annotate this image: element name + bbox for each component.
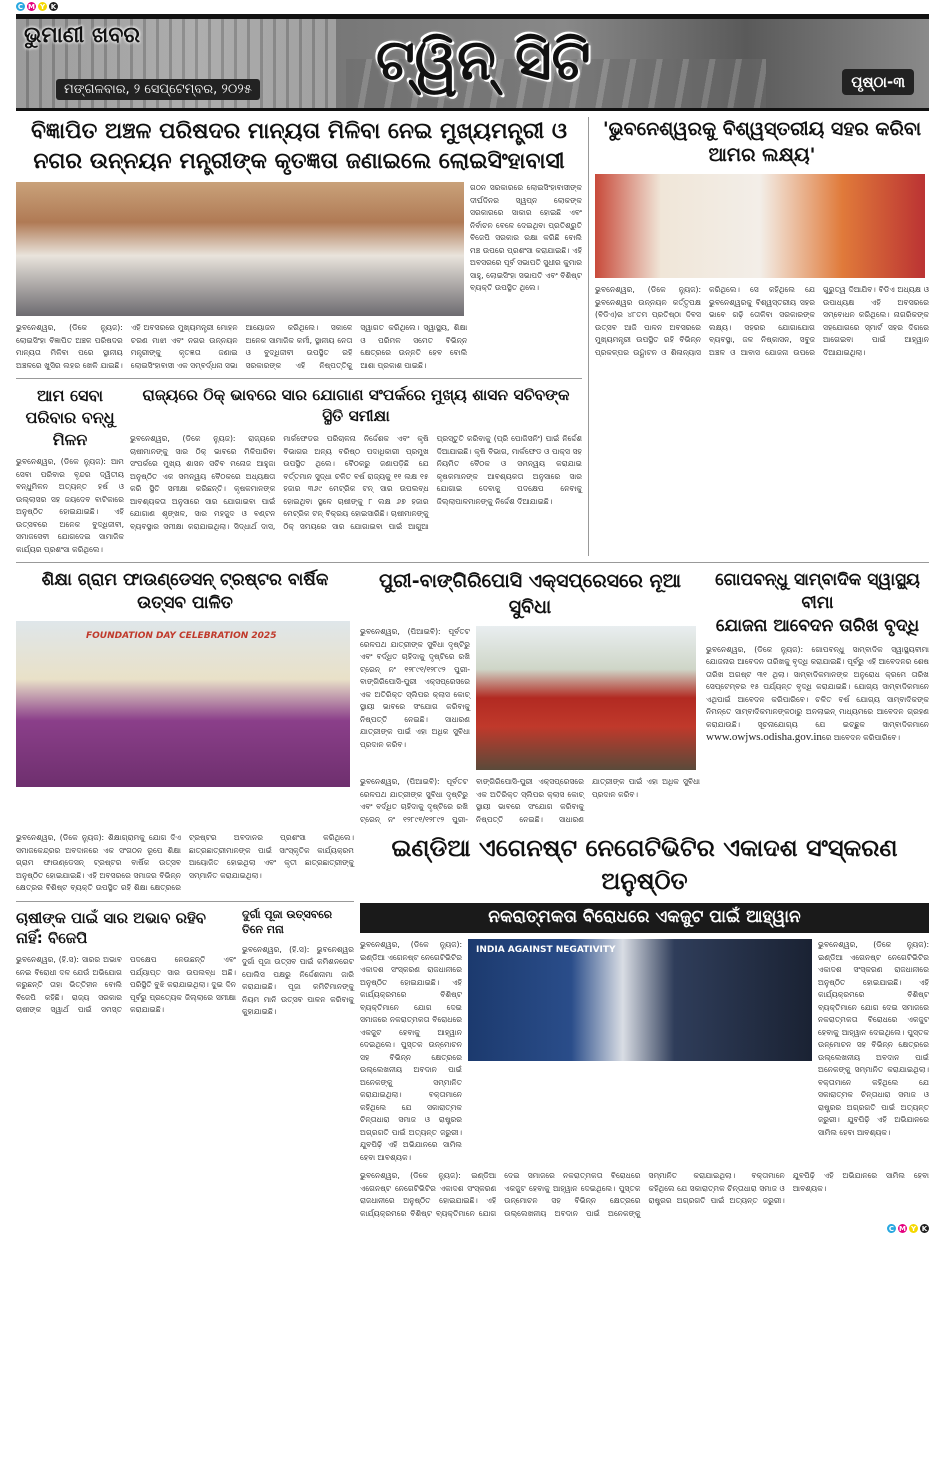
ian-headline: ଇଣ୍ଡିଆ ଏଗେନଷ୍ଟ ନେଗେଟିଭିଟିର ଏକାଦଶ ସଂସ୍କରଣ ଅନୁଷ୍ଠିତ (391, 834, 898, 895)
bjp-fertilizer-article (16, 908, 236, 1017)
ian-body-main: ଭୁବନେଶ୍ୱର, (ଡିକେ ନ୍ୟୁଜ): ଇଣ୍ଡିଆ ଏଗେନଷ୍ଟ ନେଗେଟିଭିଟିର ଏକାଦଶ ସଂସ୍କରଣ ରାଜଧାନୀରେ ଅନୁଷ୍ଠିତ ହୋଇଯାଇଛି। ଏହି କାର୍ଯ୍ୟକ୍ରମରେ ବିଶିଷ୍ଟ ବ୍ୟକ୍ତିମାନେ ଯୋଗ ଦେଇ ସମାଜରେ ନକରାତ୍ମକତା ବିରୋଧରେ ଏକଜୁଟ ହେବାକୁ ଆହ୍ୱାନ ଦେଇଥିଲେ। ପୁସ୍ତକ ଉନ୍ମୋଚନ ସହ ବିଭିନ୍ନ କ୍ଷେତ୍ରରେ ଉଲ୍ଲେଖନୀୟ ଅବଦାନ ପାଇଁ ଅନେକଙ୍କୁ ସମ୍ମାନିତ କରାଯାଇଥିଲା। ବକ୍ତାମାନେ କହିଥିଲେ ଯେ ସକାରାତ୍ମକ ଚିନ୍ତାଧାରା ସମାଜ ଓ ରାଷ୍ଟ୍ରର ଅଗ୍ରଗତି ପାଇଁ ଅତ୍ୟନ୍ତ ଜରୁରୀ। ଯୁବପିଢ଼ି ଏହି ଅଭିଯାନରେ ସାମିଲ ହେବା ଆବଶ୍ୟକ। (360, 1171, 929, 1218)
ian-body-left: ଭୁବନେଶ୍ୱର, (ଡିକେ ନ୍ୟୁଜ): ଇଣ୍ଡିଆ ଏଗେନଷ୍ଟ ନେଗେଟିଭିଟିର ଏକାଦଶ ସଂସ୍କରଣ ରାଜଧାନୀରେ ଅନୁଷ୍ଠିତ ହୋଇଯାଇଛି। ଏହି କାର୍ଯ୍ୟକ୍ରମରେ ବିଶିଷ୍ଟ ବ୍ୟକ୍ତିମାନେ ଯୋଗ ଦେଇ ସମାଜରେ ନକରାତ୍ମକତା ବିରୋଧରେ ଏକଜୁଟ ହେବାକୁ ଆହ୍ୱାନ ଦେଇଥିଲେ। ପୁସ୍ତକ ଉନ୍ମୋଚନ ସହ ବିଭିନ୍ନ କ୍ଷେତ୍ରରେ ଉଲ୍ଲେଖନୀୟ ଅବଦାନ ପାଇଁ ଅନେକଙ୍କୁ ସମ୍ମାନିତ କରାଯାଇଥିଲା। ବକ୍ତାମାନେ କହିଥିଲେ ଯେ ସକାରାତ୍ମକ ଚିନ୍ତାଧାରା ସମାଜ ଓ ରାଷ୍ଟ୍ରର ଅଗ୍ରଗତି ପାଇଁ ଅତ୍ୟନ୍ତ ଜରୁରୀ। ଯୁବପିଢ଼ି ଏହି ଅଭିଯାନରେ ସାମିଲ ହେବା ଆବଶ୍ୟକ। (360, 940, 462, 1162)
fertilizer-review-headline: ରାଜ୍ୟରେ ଠିକ୍ ଭାବରେ ସାର ଯୋଗାଣ ସଂପର୍କରେ ମୁଖ୍ୟ ଶାସନ ସଚିବଙ୍କ ସ୍ଥିତି ସମୀକ୍ଷା (142, 386, 570, 426)
photo-banner-text: INDIA AGAINST NEGATIVITY (476, 945, 616, 956)
loisingha-group-photo (16, 182, 464, 316)
page-number: ପୃଷ୍ଠା-୩ (842, 69, 914, 95)
fertilizer-review-article (130, 385, 582, 533)
bjp-durga-row (16, 908, 354, 1019)
cmyk-y: Y (910, 1224, 917, 1233)
bhubaneswar-goal-article (595, 117, 929, 556)
foundation-day-photo (16, 621, 350, 787)
headline-line-2: ଯୋଜନା ଆବେଦନ ତାରିଖ ବୃଦ୍ଧି (715, 616, 920, 637)
cmyk-marks-top (16, 2, 929, 13)
bottom-section (16, 832, 929, 1220)
middle-section (16, 569, 929, 826)
section-divider (16, 562, 929, 563)
bhubaneswar-goal-body: ଭୁବନେଶ୍ୱର, (ଡିକେ ନ୍ୟୁଜ): ଭୁବନେଶ୍ୱର ଉନ୍ନୟନ କର୍ତ୍ତୃପକ୍ଷ (ବିଡିଏ)ର ୪୮ତମ ପ୍ରତିଷ୍ଠା ଦିବସ ଉତ୍ସବ ଆଜି ପାଳନ ଅବସରରେ ମୁଖ୍ୟମନ୍ତ୍ରୀ ଉପସ୍ଥିତ ରହି ବିଭିନ୍ନ ପ୍ରକଳ୍ପର ଉଦ୍ଘାଟନ ଓ ଶିଳାନ୍ୟାସ କରିଥିଲେ। ସେ କହିଥିଲେ ଯେ ଭୁବନେଶ୍ୱରକୁ ବିଶ୍ୱସ୍ତରୀୟ ସହର ଭାବେ ଗଢ଼ି ତୋଳିବା ସରକାରଙ୍କ ଲକ୍ଷ୍ୟ। ସହରର ଯୋଗାଯୋଗ ବ୍ୟବସ୍ଥା, ଜଳ ନିଷ୍କାସନ, ସବୁଜ ଅଞ୍ଚଳ ଓ ଆବାସ ଯୋଜନା ଉପରେ ଗୁରୁତ୍ୱ ଦିଆଯିବ। ବିଡିଏ ଅଧ୍ୟକ୍ଷ ଓ ଉପାଧ୍ୟକ୍ଷ ଏହି ଅବସରରେ ସମ୍ବୋଧନ କରିଥିଲେ। ନାଗରିକଙ୍କ ସହଯୋଗରେ ସ୍ମାର୍ଟ ସହର ଦିଗରେ ଆଗେଇବା ପାଇଁ ଆହ୍ୱାନ ଦିଆଯାଇଥିଲା। (595, 285, 929, 357)
puri-express-body-2: ଭୁବନେଶ୍ୱର, (ପିଆଇବି): ପୂର୍ବତଟ ରେଳପଥ ଯାତ୍ରୀଙ୍କ ସୁବିଧା ଦୃଷ୍ଟିରୁ ଏବଂ ବର୍ଦ୍ଧିତ ଚାହିଦାକୁ ଦୃଷ୍ଟିରେ ରଖି ଟ୍ରେନ୍ ନଂ ୧୨୮୯୧/୧୨୮୯୨ ପୁରୀ-ବାଙ୍ଗିରିପୋସି-ପୁରୀ ଏକ୍ସପ୍ରେସରେ ଏକ ଅତିରିକ୍ତ ସ୍ଲିପର କ୍ଲାସ କୋଚ୍ ସ୍ଥାୟୀ ଭାବରେ ସଂଯୋଗ କରିବାକୁ ନିଷ୍ପତ୍ତି ନେଇଛି। ସାଧାରଣ ଯାତ୍ରୀଙ୍କ ପାଇଁ ଏହା ଅଧିକ ସୁବିଧା ପ୍ରଦାନ କରିବ। (360, 777, 700, 824)
puri-express-headline: ପୁରୀ-ବାଙ୍ଗିରିପୋସି ଏକ୍ସପ୍ରେସରେ ନୂଆ ସୁବିଧା (378, 570, 682, 618)
aam-seba-article (16, 385, 124, 556)
durga-puja-article (242, 908, 354, 1019)
cmyk-c: C (17, 2, 24, 11)
masthead (16, 14, 929, 111)
bda-foundation-day-photo (595, 174, 925, 278)
page-title: ଟ୍ୱିନ୍ ସିଟି (376, 28, 591, 93)
url-suffix: ରେ ଆବେଦନ କରିପାରିବେ। (821, 733, 901, 743)
left-bottom-column (16, 832, 354, 1220)
ian-body-right: ଭୁବନେଶ୍ୱର, (ଡିକେ ନ୍ୟୁଜ): ଇଣ୍ଡିଆ ଏଗେନଷ୍ଟ ନେଗେଟିଭିଟିର ଏକାଦଶ ସଂସ୍କରଣ ରାଜଧାନୀରେ ଅନୁଷ୍ଠିତ ହୋଇଯାଇଛି। ଏହି କାର୍ଯ୍ୟକ୍ରମରେ ବିଶିଷ୍ଟ ବ୍ୟକ୍ତିମାନେ ଯୋଗ ଦେଇ ସମାଜରେ ନକରାତ୍ମକତା ବିରୋଧରେ ଏକଜୁଟ ହେବାକୁ ଆହ୍ୱାନ ଦେଇଥିଲେ। ପୁସ୍ତକ ଉନ୍ମୋଚନ ସହ ବିଭିନ୍ନ କ୍ଷେତ୍ରରେ ଉଲ୍ଲେଖନୀୟ ଅବଦାନ ପାଇଁ ଅନେକଙ୍କୁ ସମ୍ମାନିତ କରାଯାଇଥିଲା। ବକ୍ତାମାନେ କହିଥିଲେ ଯେ ସକାରାତ୍ମକ ଚିନ୍ତାଧାରା ସମାଜ ଓ ରାଷ୍ଟ୍ରର ଅଗ୍ରଗତି ପାଇଁ ଅତ୍ୟନ୍ତ ଜରୁରୀ। ଯୁବପିଢ଼ି ଏହି ଅଭିଯାନରେ ସାମିଲ ହେବା ଆବଶ୍ୟକ। (818, 940, 929, 1137)
photo-banner-text: FOUNDATION DAY CELEBRATION 2025 (86, 631, 277, 642)
shiksha-gram-headline: ଶିକ୍ଷା ଗ୍ରାମ ଫାଉଣ୍ଡେସନ୍ ଟ୍ରଷ୍ଟର ବାର୍ଷିକ ଉତ୍ସବ ପାଳିତ (41, 570, 329, 614)
issue-date: ମଙ୍ଗଳବାର, ୨ ସେପ୍ଟେମ୍ବର, ୨୦୨୫ (56, 79, 260, 100)
cmyk-marks-bottom (16, 1224, 929, 1235)
train-photo (476, 626, 696, 770)
top-section (16, 117, 929, 556)
headline-line-2: ନଗର ଉନ୍ନୟନ ମନ୍ତ୍ରୀଙ୍କ କୃତଜ୍ଞତା ଜଣାଇଲେ ଲୋଇସିଂହାବାସୀ (33, 148, 565, 174)
aam-seba-body: ଭୁବନେଶ୍ୱର, (ଡିକେ ନ୍ୟୁଜ): ଆମ ସେବା ପରିବାର ବୃନ୍ଦର ଦ୍ୱିତୀୟ ବନ୍ଧୁମିଳନ ଅତ୍ୟନ୍ତ ହର୍ଷ ଓ ଉଲ୍ଲାସର ସହ ଜୟଦେବ ବାଟିକାରେ ଅନୁଷ୍ଠିତ ହୋଇଯାଇଛି। ଏହି ଉତ୍ସବରେ ଅନେକ ବୁଦ୍ଧିଜୀବୀ, ସମାଜସେବୀ ଯୋଗଦେଇ ସାମାଜିକ କାର୍ଯ୍ୟର ପ୍ରଶଂସା କରିଥିଲେ। (16, 457, 124, 554)
bjp-fertilizer-body: ଭୁବନେଶ୍ୱର, (ହି.ସ): ସାରର ଅଭାବ ନେଇ ବିରୋଧୀ ଦଳ ଯେଉଁ ଅଭିଯୋଗ କରୁଛନ୍ତି ତାହା ଭିତ୍ତିହୀନ ବୋଲି ବିଜେପି କହିଛି। ରାଜ୍ୟ ସରକାର ଚାଷୀଙ୍କ ସ୍ୱାର୍ଥ ପାଇଁ ସମସ୍ତ ପଦକ୍ଷେପ ନେଉଛନ୍ତି ଏବଂ ପର୍ଯ୍ୟାପ୍ତ ସାର ଉପଲବ୍ଧ ଅଛି। ପରିସ୍ଥିତି ବୁଝି କରାଯାଇଥିଲା। ଦୁଇ ଦିନ ପୂର୍ବରୁ ପ୍ରତ୍ୟେକ ଜିଲ୍ଲାରେ ସମୀକ୍ଷା କରାଯାଇଛି। (16, 955, 236, 1015)
puri-express-article (360, 569, 700, 826)
puri-express-body-1: ଭୁବନେଶ୍ୱର, (ପିଆଇବି): ପୂର୍ବତଟ ରେଳପଥ ଯାତ୍ରୀଙ୍କ ସୁବିଧା ଦୃଷ୍ଟିରୁ ଏବଂ ବର୍ଦ୍ଧିତ ଚାହିଦାକୁ ଦୃଷ୍ଟିରେ ରଖି ଟ୍ରେନ୍ ନଂ ୧୨୮୯୧/୧୨୮୯୨ ପୁରୀ-ବାଙ୍ଗିରିପୋସି-ପୁରୀ ଏକ୍ସପ୍ରେସରେ ଏକ ଅତିରିକ୍ତ ସ୍ଲିପର କ୍ଲାସ କୋଚ୍ ସ୍ଥାୟୀ ଭାବରେ ସଂଯୋଗ କରିବାକୁ ନିଷ୍ପତ୍ତି ନେଇଛି। ସାଧାରଣ ଯାତ୍ରୀଙ୍କ ପାଇଁ ଏହା ଅଧିକ ସୁବିଧା ପ୍ରଦାନ କରିବ। (360, 627, 470, 749)
shiksha-gram-body: ଭୁବନେଶ୍ୱର, (ଡିକେ ନ୍ୟୁଜ): ଶିକ୍ଷାଗ୍ରାମକୁ ଯୋଗ ଦିଏ ସମାଜକେନ୍ଦ୍ରର ଅବଦାନରେ ଏକ ସଂଗଠନ ରୂପେ ଶିକ୍ଷା ଗ୍ରାମ ଫାଉଣ୍ଡେସନ୍ ଟ୍ରଷ୍ଟର ବାର୍ଷିକ ଉତ୍ସବ ଅନୁଷ୍ଠିତ ହୋଇଯାଇଛି। ଏହି ଅବସରରେ ସମାଜର ବିଭିନ୍ନ କ୍ଷେତ୍ରର ବିଶିଷ୍ଟ ବ୍ୟକ୍ତି ଉପସ୍ଥିତ ରହି ଶିକ୍ଷା କ୍ଷେତ୍ରରେ ଟ୍ରଷ୍ଟର ଅବଦାନର ପ୍ରଶଂସା କରିଥିଲେ। ଛାତ୍ରଛାତ୍ରୀମାନଙ୍କ ପାଇଁ ସାଂସ୍କୃତିକ କାର୍ଯ୍ୟକ୍ରମ ଆୟୋଜିତ ହୋଇଥିଲା ଏବଂ କୃତୀ ଛାତ୍ରଛାତ୍ରୀଙ୍କୁ ସମ୍ମାନିତ କରାଯାଇଥିଲା। (16, 833, 354, 893)
cmyk-k: K (50, 2, 57, 11)
book-release-photo (468, 939, 812, 1061)
section-name: ଭୁମାଣୀ ଖବର (24, 23, 141, 48)
left-top-column (16, 117, 582, 556)
headline-line-1: ଆମ ସେବା (36, 386, 104, 406)
shiksha-gram-top (16, 569, 354, 826)
bhubaneswar-goal-headline: 'ଭୁବନେଶ୍ୱରକୁ ବିଶ୍ୱସ୍ତରୀୟ ସହର କରିବା ଆମର ଲକ୍ଷ୍ୟ' (602, 118, 922, 166)
column-divider (588, 117, 589, 556)
durga-puja-body: ଭୁବନେଶ୍ୱର, (ହି.ସ): ଭୁବନେଶ୍ୱର ଦୁର୍ଗା ପୂଜା ଉତ୍ସବ ପାଇଁ କମିଶନରେଟ ପୋଲିସ ପକ୍ଷରୁ ନିର୍ଦ୍ଦେଶନାମା ଜାରି କରାଯାଇଛି। ପୂଜା କମିଟିମାନଙ୍କୁ ନିୟମ ମାନି ଉତ୍ସବ ପାଳନ କରିବାକୁ କୁହାଯାଇଛି। (242, 944, 354, 1017)
gopabandhu-headline (706, 569, 929, 638)
fertilizer-row (16, 385, 582, 556)
cmyk-y: Y (39, 2, 46, 11)
ian-subhead: ନକରାତ୍ମକତା ବିରୋଧରେ ଏକଜୁଟ ପାଇଁ ଆହ୍ୱାନ (360, 903, 929, 933)
loisingha-side-text: ଗଠନ ସରକାରରେ ଲୋଇସିଂହାବାସୀଙ୍କ ଦୀର୍ଘଦିନର ସ୍ୱପ୍ନ ଲୋକଙ୍କ ସରକାରରେ ସାକାର ହୋଇଛି ଏବଂ ନିର୍ବାଚନ ବେଳେ ଦେଇଥିବା ପ୍ରତିଶ୍ରୁତି ବିଜେପି ସରକାର ରକ୍ଷା କରିଛି ବୋଲି ମଞ୍ଚ ଉପରେ ପ୍ରଶଂସା କରାଯାଇଛି। ଏହି ଅବସରରେ ପୂର୍ବ ସଭାପତି ସୁଧୀର କୁମାର ସାହୁ, ଲୋଇସିଂହା ସଭାପତି ଏବଂ ବିଶିଷ୍ଟ ବ୍ୟକ୍ତି ଉପସ୍ଥିତ ଥିଲେ। (470, 183, 582, 293)
headline-line-1: ବିଜ୍ଞାପିତ ଅଞ୍ଚଳ ପରିଷଦର ମାନ୍ୟତା ମିଳିବା ନେଇ ମୁଖ୍ୟମନ୍ତ୍ରୀ ଓ (31, 119, 567, 144)
section-divider (16, 901, 354, 902)
aam-seba-headline (16, 385, 124, 450)
section-divider (16, 378, 582, 379)
loisingha-headline (16, 117, 582, 176)
headline-line-2: ପରିବାର ବନ୍ଧୁ ମିଳନ (25, 407, 115, 449)
cmyk-m: M (899, 1224, 906, 1233)
gopabandhu-body (706, 644, 929, 745)
cmyk-m: M (28, 2, 35, 11)
durga-puja-headline: ଦୁର୍ଗା ପୂଜା ଉତ୍ସବରେ ତିନେ ମନା (242, 907, 333, 936)
application-url[interactable]: www.owjws.odisha.gov.in (706, 731, 822, 744)
ian-article (360, 832, 929, 1220)
gopabandhu-text: ଭୁବନେଶ୍ୱର, (ଡିକେ ନ୍ୟୁଜ): ଗୋପବନ୍ଧୁ ସାମ୍ବାଦିକ ସ୍ୱାସ୍ଥ୍ୟବୀମା ଯୋଜନାର ଆବେଦନ ତାରିଖକୁ ବୃଦ୍ଧି କରାଯାଇଛି। ପୂର୍ବରୁ ଏହି ଆବେଦନର ଶେଷ ତାରିଖ ଅଗଷ୍ଟ ୩୧ ଥିଲା। ସାମ୍ବାଦିକମାନଙ୍କ ଅନୁରୋଧ କ୍ରମେ ତାରିଖ ସେପ୍ଟେମ୍ବର ୧୫ ପର୍ଯ୍ୟନ୍ତ ବୃଦ୍ଧି କରାଯାଇଛି। ଯୋଗ୍ୟ ସାମ୍ବାଦିକମାନେ ଏଥିପାଇଁ ଆବେଦନ କରିପାରିବେ। ଚଳିତ ବର୍ଷ ଯୋଗ୍ୟ ସାମ୍ବାଦିକଙ୍କ ନିମନ୍ତେ ସାମ୍ବାଦିକମାନଙ୍କଠାରୁ ଅନଲାଇନ୍ ମାଧ୍ୟମରେ ଆବେଦନ ଗ୍ରହଣ କରାଯାଉଛି। ସୂଚନାଯୋଗ୍ୟ ଯେ ଇଚ୍ଛୁକ ସାମ୍ବାଦିକମାନେ (706, 644, 929, 729)
cmyk-c: C (888, 1224, 895, 1233)
cmyk-k: K (921, 1224, 928, 1233)
gopabandhu-article (706, 569, 929, 826)
loisingha-body: ଭୁବନେଶ୍ୱର, (ଡିକେ ନ୍ୟୁଜ): ଲୋଇସିଂହା ବିଜ୍ଞାପିତ ଅଞ୍ଚଳ ପରିଷଦର ମାନ୍ୟତା ମିଳିବା ପରେ ସ୍ଥାନୀୟ ଅଞ୍ଚଳରେ ଖୁସିର ଲହର ଖେଳି ଯାଇଛି। ଏହି ଅବସରରେ ମୁଖ୍ୟମନ୍ତ୍ରୀ ମୋହନ ଚରଣ ମାଝୀ ଏବଂ ନଗର ଉନ୍ନୟନ ମନ୍ତ୍ରୀଙ୍କୁ କୃତଜ୍ଞତା ଜଣାଇ ଲୋଇସିଂହାବାସୀ ଏକ ସମ୍ବର୍ଦ୍ଧନା ସଭା ଆୟୋଜନ କରିଥିଲେ। ସକାଳେ ଅନେକ ସାମାଜିକ କର୍ମୀ, ସ୍ଥାନୀୟ ନେତା ଓ ବୁଦ୍ଧିଜୀବୀ ଉପସ୍ଥିତ ରହି ସରକାରଙ୍କ ଏହି ନିଷ୍ପତ୍ତିକୁ ସ୍ୱାଗତ କରିଥିଲେ। ସ୍ୱାସ୍ଥ୍ୟ, ଶିକ୍ଷା ଓ ପରିମଳ ସମେତ ବିଭିନ୍ନ କ୍ଷେତ୍ରରେ ଉନ୍ନତି ହେବ ବୋଲି ଆଶା ପ୍ରକାଶ ପାଇଛି। (16, 323, 468, 370)
bjp-fertilizer-headline: ଚାଷୀଙ୍କ ପାଇଁ ସାର ଅଭାବ ରହିବ ନାହିଁ: ବିଜେପି (16, 908, 207, 948)
ian-photo-row (360, 939, 929, 1164)
fertilizer-review-body: ଭୁବନେଶ୍ୱର, (ଡିକେ ନ୍ୟୁଜ): ରାଜ୍ୟରେ ଚାଷୀମାନଙ୍କୁ ସାର ଠିକ୍ ଭାବରେ ମିଳିପାରିବା ସଂପର୍କରେ ମୁଖ୍ୟ ଶାସନ ସଚିବ ମନୋଜ ଆହୁଜା ଅନୁଷ୍ଠିତ ଏକ ସମନ୍ୱୟ ବୈଠକରେ ଅଧ୍ୟକ୍ଷତା କରି ସ୍ଥିତି ସମୀକ୍ଷା କରିଛନ୍ତି। କୃଷକମାନଙ୍କ ଆବଶ୍ୟକତା ଅନୁସାରେ ସାର ଯୋଗାଇବା ପାଇଁ ଯୋଗାଣ ଶୃଙ୍ଖଳ, ସାର ମହଜୁଦ ଓ ବଣ୍ଟନ ବ୍ୟବସ୍ଥାର ସମୀକ୍ଷା କରାଯାଇଥିଲା। ସିଦ୍ଧାର୍ଥ ଦାସ, ମାର୍କଫେଡର ପରିଚାଳନା ନିର୍ଦ୍ଦେଶକ ଏବଂ କୃଷି ବିଭାଗର ଅନ୍ୟ ବରିଷ୍ଠ ପଦାଧିକାରୀ ପ୍ରମୁଖ ଉପସ୍ଥିତ ଥିଲେ। ବୈଠକରୁ ଜଣାପଡ଼ିଛି ଯେ ବର୍ତ୍ତମାନ ସୁଦ୍ଧା ଚଳିତ ବର୍ଷ ରାଜ୍ୟକୁ ୧୧ ଲକ୍ଷ ୧୫ ହଜାର ୩୬୯ ମେଟ୍ରିକ ଟନ୍ ସାର ଉପଲବ୍ଧ ହୋଇଥିବା ସ୍ଥଳେ ଚାଷୀଙ୍କୁ ୮ ଲକ୍ଷ ୬୭ ହଜାର ମେଟ୍ରିକ ଟନ୍ ବିକ୍ରୟ ହୋଇସାରିଛି। ଚାଷୀମାନଙ୍କୁ ଠିକ୍ ସମୟରେ ସାର ଯୋଗାଇବା ପାଇଁ ଆଗୁଆ ପ୍ରସ୍ତୁତି କରିବାକୁ (ପ୍ରି ପୋଜିସନିଂ) ପାଇଁ ନିର୍ଦ୍ଦେଶ ଦିଆଯାଇଛି। କୃଷି ବିଭାଗ, ମାର୍କଫେଡ ଓ ପାକ୍ସ ସହ ନିୟମିତ ବୈଠକ ଓ ସମନ୍ୱୟ କରାଯାଇ କୃଷକମାନଙ୍କ ଆବଶ୍ୟକତା ଅନୁସାରେ ସାର ଯୋଗାଇ ଦେବାକୁ ପଦକ୍ଷେପ ନେବାକୁ ଜିଲ୍ଲାପାଳମାନଙ୍କୁ ନିର୍ଦ୍ଦେଶ ଦିଆଯାଇଛି। (130, 434, 582, 531)
puri-express-photo-row (360, 626, 700, 770)
headline-line-1: ଗୋପବନ୍ଧୁ ସାମ୍ବାଦିକ ସ୍ୱାସ୍ଥ୍ୟ ବୀମା (715, 570, 920, 614)
loisingha-photo-row (16, 182, 582, 316)
